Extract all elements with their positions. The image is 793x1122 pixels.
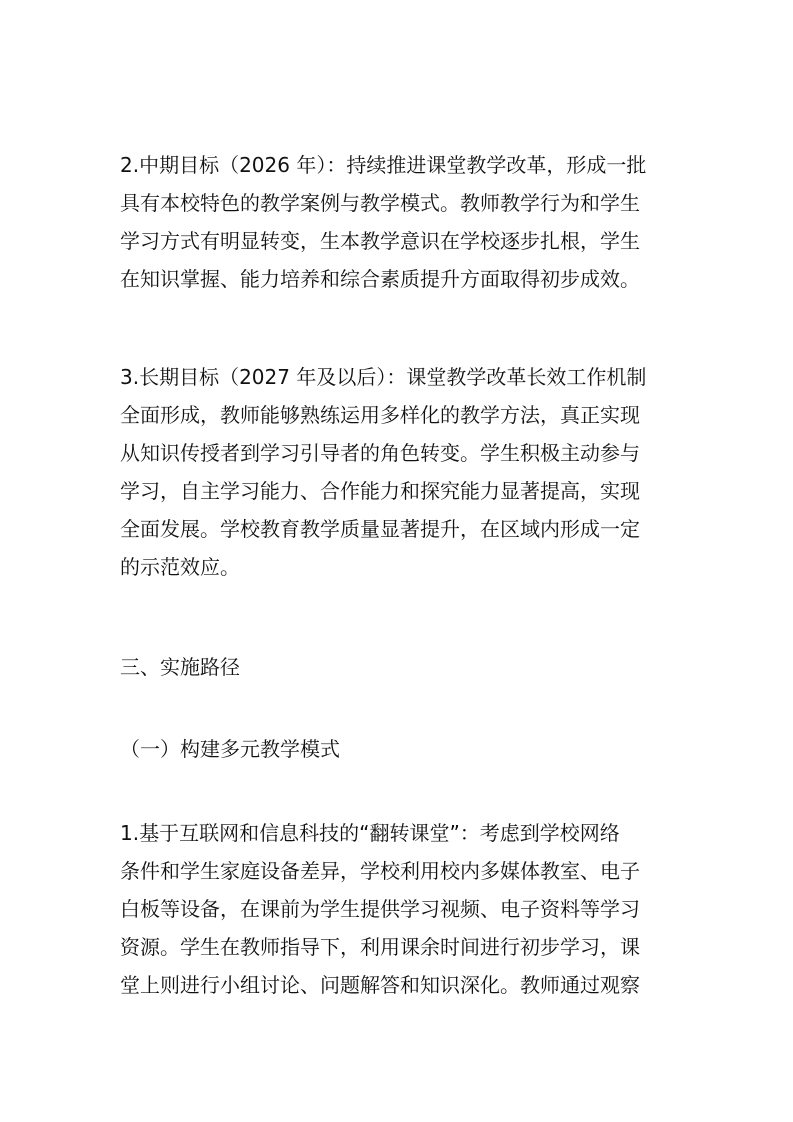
heading-text: 三、实施路径: [120, 655, 240, 679]
text-line: 资源。学生在教师指导下，利用课余时间进行初步学习，课: [120, 935, 640, 959]
paragraph-flipped-classroom: [120, 814, 680, 1004]
heading-text: （一）构建多元教学模式: [120, 737, 340, 761]
text-line: 具有本校特色的教学案例与教学模式。教师教学行为和学生: [120, 191, 640, 215]
text-line: 全面形成，教师能够熟练运用多样化的教学方法，真正实现: [120, 403, 640, 427]
text-line: 学习方式有明显转变，生本教学意识在学校逐步扎根，学生: [120, 229, 640, 253]
subsection-heading: [120, 730, 680, 768]
paragraph-long-term-goal: [120, 358, 680, 586]
paragraph-mid-term-goal: [120, 146, 680, 298]
text-line: 全面发展。学校教育教学质量显著提升，在区域内形成一定: [120, 517, 640, 541]
text-line: 1.基于互联网和信息科技的“翻转课堂”：考虑到学校网络: [120, 821, 620, 845]
text-line: 3.长期目标（2027 年及以后）：课堂教学改革长效工作机制: [120, 365, 647, 389]
text-line: 条件和学生家庭设备差异，学校利用校内多媒体教室、电子: [120, 859, 640, 883]
text-line: 白板等设备，在课前为学生提供学习视频、电子资料等学习: [120, 897, 640, 921]
text-line: 学习，自主学习能力、合作能力和探究能力显著提高，实现: [120, 479, 640, 503]
section-heading: [120, 648, 680, 686]
text-line: 从知识传授者到学习引导者的角色转变。学生积极主动参与: [120, 441, 640, 465]
text-line: 堂上则进行小组讨论、问题解答和知识深化。教师通过观察: [120, 973, 640, 997]
text-line: 的示范效应。: [120, 555, 240, 579]
text-line: 在知识掌握、能力培养和综合素质提升方面取得初步成效。: [120, 267, 640, 291]
text-line: 2.中期目标（2026 年）：持续推进课堂教学改革，形成一批: [120, 153, 647, 177]
